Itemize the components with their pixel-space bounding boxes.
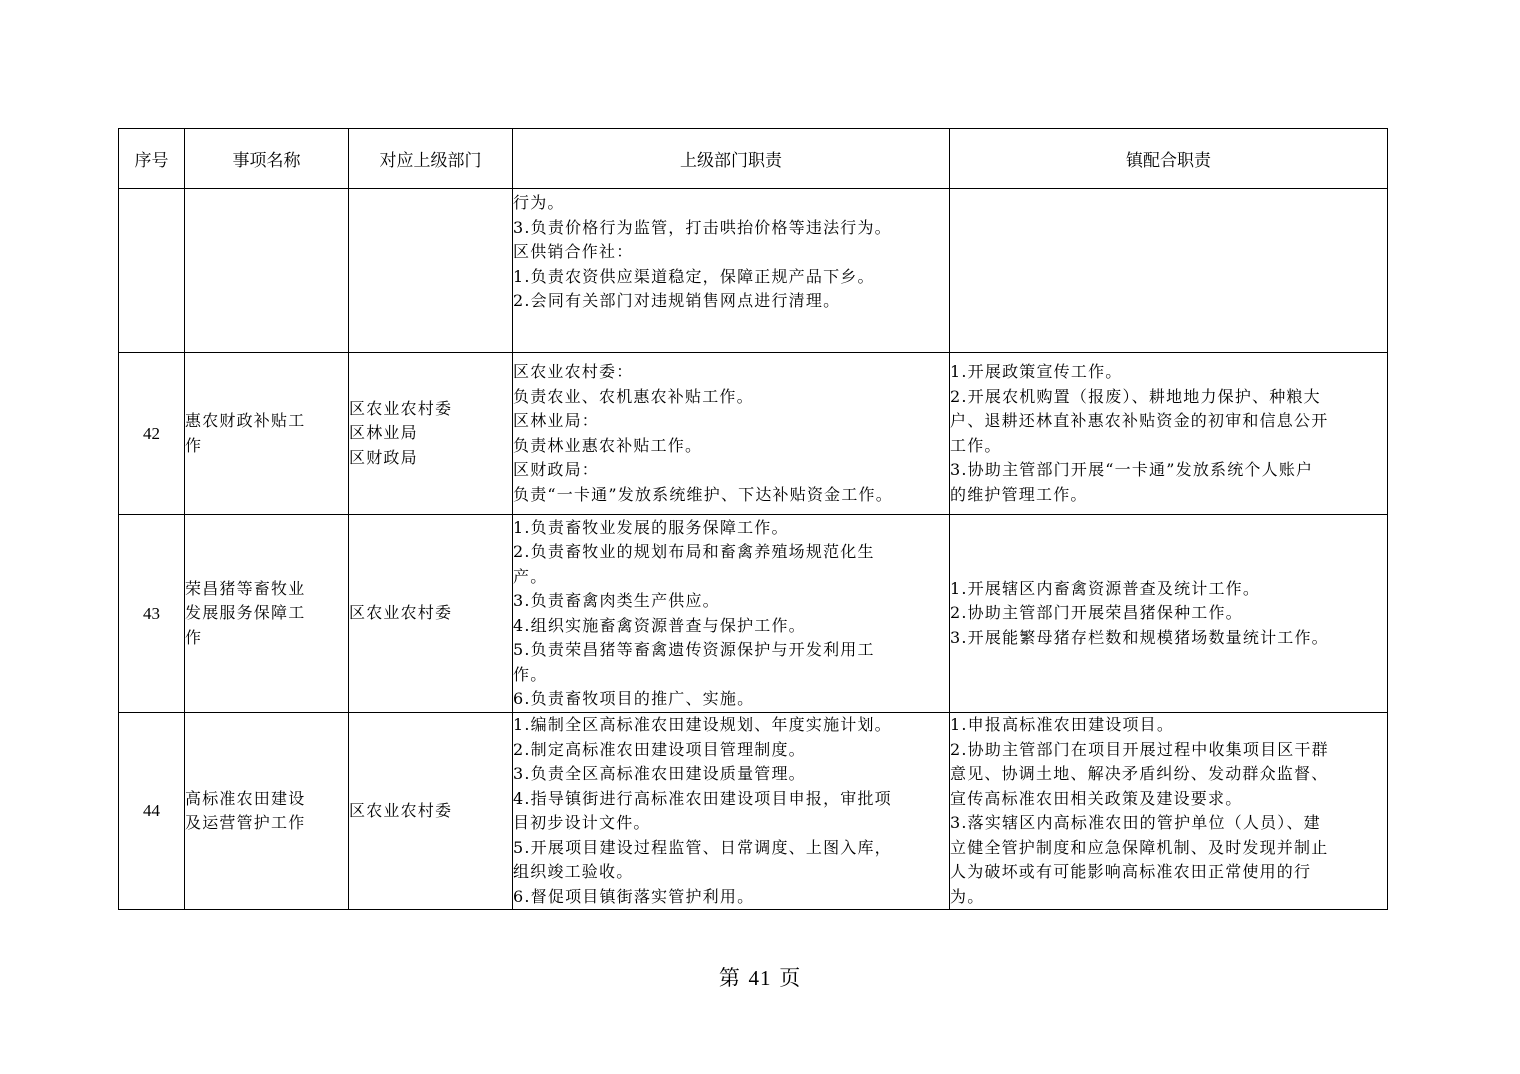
duty-line: 1.申报高标准农田建设项目。: [950, 715, 1175, 734]
duty-line: 1.负责农资供应渠道稳定，保障正规产品下乡。: [513, 266, 875, 286]
duty-line: 3.落实辖区内高标准农田的管护单位（人员）、建: [950, 813, 1321, 832]
item-name-line: 荣昌猪等畜牧业: [185, 578, 306, 598]
duty-line: 2.会同有关部门对违规销售网点进行清理。: [513, 291, 841, 310]
item-name-cell: [185, 353, 349, 515]
duty-line: 宣传高标准农田相关政策及建设要求。: [950, 788, 1243, 808]
duty-line: 6.督促项目镇街落实管护利用。: [513, 886, 755, 906]
duty-line: 人为破坏或有可能影响高标准农田正常使用的行: [950, 862, 1312, 881]
item-name-line: 及运营管护工作: [185, 813, 306, 832]
town-duties-cell: [950, 189, 1388, 353]
duty-line: 3.负责畜禽肉类生产供应。: [513, 591, 720, 610]
duty-line: 区林业局：: [513, 411, 600, 430]
duty-line: 2.负责畜牧业的规划布局和畜禽养殖场规范化生: [513, 542, 875, 561]
duty-line: 5.负责荣昌猪等畜禽遗传资源保护与开发利用工: [513, 640, 875, 659]
duty-line: 1.编制全区高标准农田建设规划、年度实施计划。: [513, 715, 892, 734]
serial-cell: 42: [119, 353, 185, 515]
duty-line: 区供销合作社：: [513, 242, 634, 261]
department-cell: [349, 713, 513, 910]
superior-duties-cell: [513, 189, 950, 353]
duty-line: 4.指导镇街进行高标准农田建设项目申报，审批项: [513, 788, 892, 808]
duty-line: 1.负责畜牧业发展的服务保障工作。: [513, 517, 789, 537]
duty-line: 作。: [513, 664, 548, 684]
duty-line: 意见、协调土地、解决矛盾纠纷、发动群众监督、: [950, 764, 1329, 783]
serial-cell: 43: [119, 515, 185, 713]
duty-line: 负责“一卡通”发放系统维护、下达补贴资金工作。: [513, 484, 893, 504]
page-prefix: 第: [718, 966, 741, 990]
superior-duties-cell: [513, 713, 950, 910]
town-duties-cell: [950, 713, 1388, 910]
table-header-row: [119, 129, 1388, 189]
duty-line: 5.开展项目建设过程监管、日常调度、上图入库，: [513, 837, 892, 857]
duty-line: 6.负责畜牧项目的推广、实施。: [513, 689, 755, 708]
item-name-line: 高标准农田建设: [185, 788, 306, 808]
duty-line: 负责农业、农机惠农补贴工作。: [513, 386, 754, 406]
duty-line: 区财政局：: [513, 460, 600, 479]
page-suffix: 页: [779, 966, 802, 990]
page-number: [0, 962, 1520, 992]
department-cell: [349, 353, 513, 515]
header-item-name: 事项名称: [185, 129, 349, 189]
town-duties-cell: [950, 353, 1388, 515]
duty-line: 2.制定高标准农田建设项目管理制度。: [513, 739, 806, 759]
duty-line: 目初步设计文件。: [513, 813, 651, 832]
duty-line: 户、退耕还林直补惠农补贴资金的初审和信息公开: [950, 411, 1329, 430]
superior-duties-cell: [513, 353, 950, 515]
department-cell: [349, 515, 513, 713]
duty-line: 立健全管护制度和应急保障机制、及时发现并制止: [950, 837, 1329, 857]
duty-line: 的维护管理工作。: [950, 484, 1088, 504]
duty-line: 3.负责价格行为监管，打击哄抬价格等违法行为。: [513, 217, 892, 237]
duty-line: 3.开展能繁母猪存栏数和规模猪场数量统计工作。: [950, 627, 1329, 647]
item-name-line: 发展服务保障工: [185, 603, 306, 623]
department-cell: [349, 189, 513, 353]
duty-line: 为。: [950, 886, 985, 906]
department-line: 区农业农村委: [349, 800, 453, 820]
duty-line: 组织竣工验收。: [513, 862, 634, 881]
item-name-cell: [185, 515, 349, 713]
table-row: [119, 353, 1388, 515]
table-row: [119, 515, 1388, 713]
duty-line: 工作。: [950, 435, 1002, 455]
header-superior-duties: 上级部门职责: [513, 129, 950, 189]
department-line: 区农业农村委: [349, 398, 453, 418]
header-town-duties: 镇配合职责: [950, 129, 1388, 189]
table-row: [119, 713, 1388, 910]
duty-line: 3.负责全区高标准农田建设质量管理。: [513, 764, 806, 783]
duty-line: 2.协助主管部门开展荣昌猪保种工作。: [950, 603, 1243, 623]
duty-line: 产。: [513, 566, 548, 586]
town-duties-cell: [950, 515, 1388, 713]
header-serial: 序号: [119, 129, 185, 189]
item-name-cell: [185, 713, 349, 910]
duty-line: 1.开展辖区内畜禽资源普查及统计工作。: [950, 578, 1261, 598]
department-line: 区农业农村委: [349, 603, 453, 623]
page-number-value: 41: [748, 966, 772, 990]
duty-line: 区农业农村委：: [513, 362, 634, 381]
duty-line: 2.开展农机购置（报废）、耕地地力保护、种粮大: [950, 386, 1321, 406]
department-line: 区财政局: [349, 447, 418, 467]
duty-line: 4.组织实施畜禽资源普查与保护工作。: [513, 615, 806, 635]
duty-line: 负责林业惠农补贴工作。: [513, 435, 703, 455]
duty-line: 行为。: [513, 193, 565, 212]
table-row: [119, 189, 1388, 353]
item-name-line: 作: [185, 435, 203, 455]
department-line: 区林业局: [349, 423, 418, 443]
duty-line: 3.协助主管部门开展“一卡通”发放系统个人账户: [950, 460, 1314, 479]
duty-line: 1.开展政策宣传工作。: [950, 362, 1123, 381]
serial-cell: [119, 189, 185, 353]
header-superior-department: 对应上级部门: [349, 129, 513, 189]
serial-cell: 44: [119, 713, 185, 910]
item-name-cell: [185, 189, 349, 353]
item-name-line: 作: [185, 627, 203, 647]
item-name-line: 惠农财政补贴工: [185, 411, 306, 430]
duty-line: 2.协助主管部门在项目开展过程中收集项目区干群: [950, 739, 1329, 759]
superior-duties-cell: [513, 515, 950, 713]
duty-table: [118, 128, 1388, 910]
